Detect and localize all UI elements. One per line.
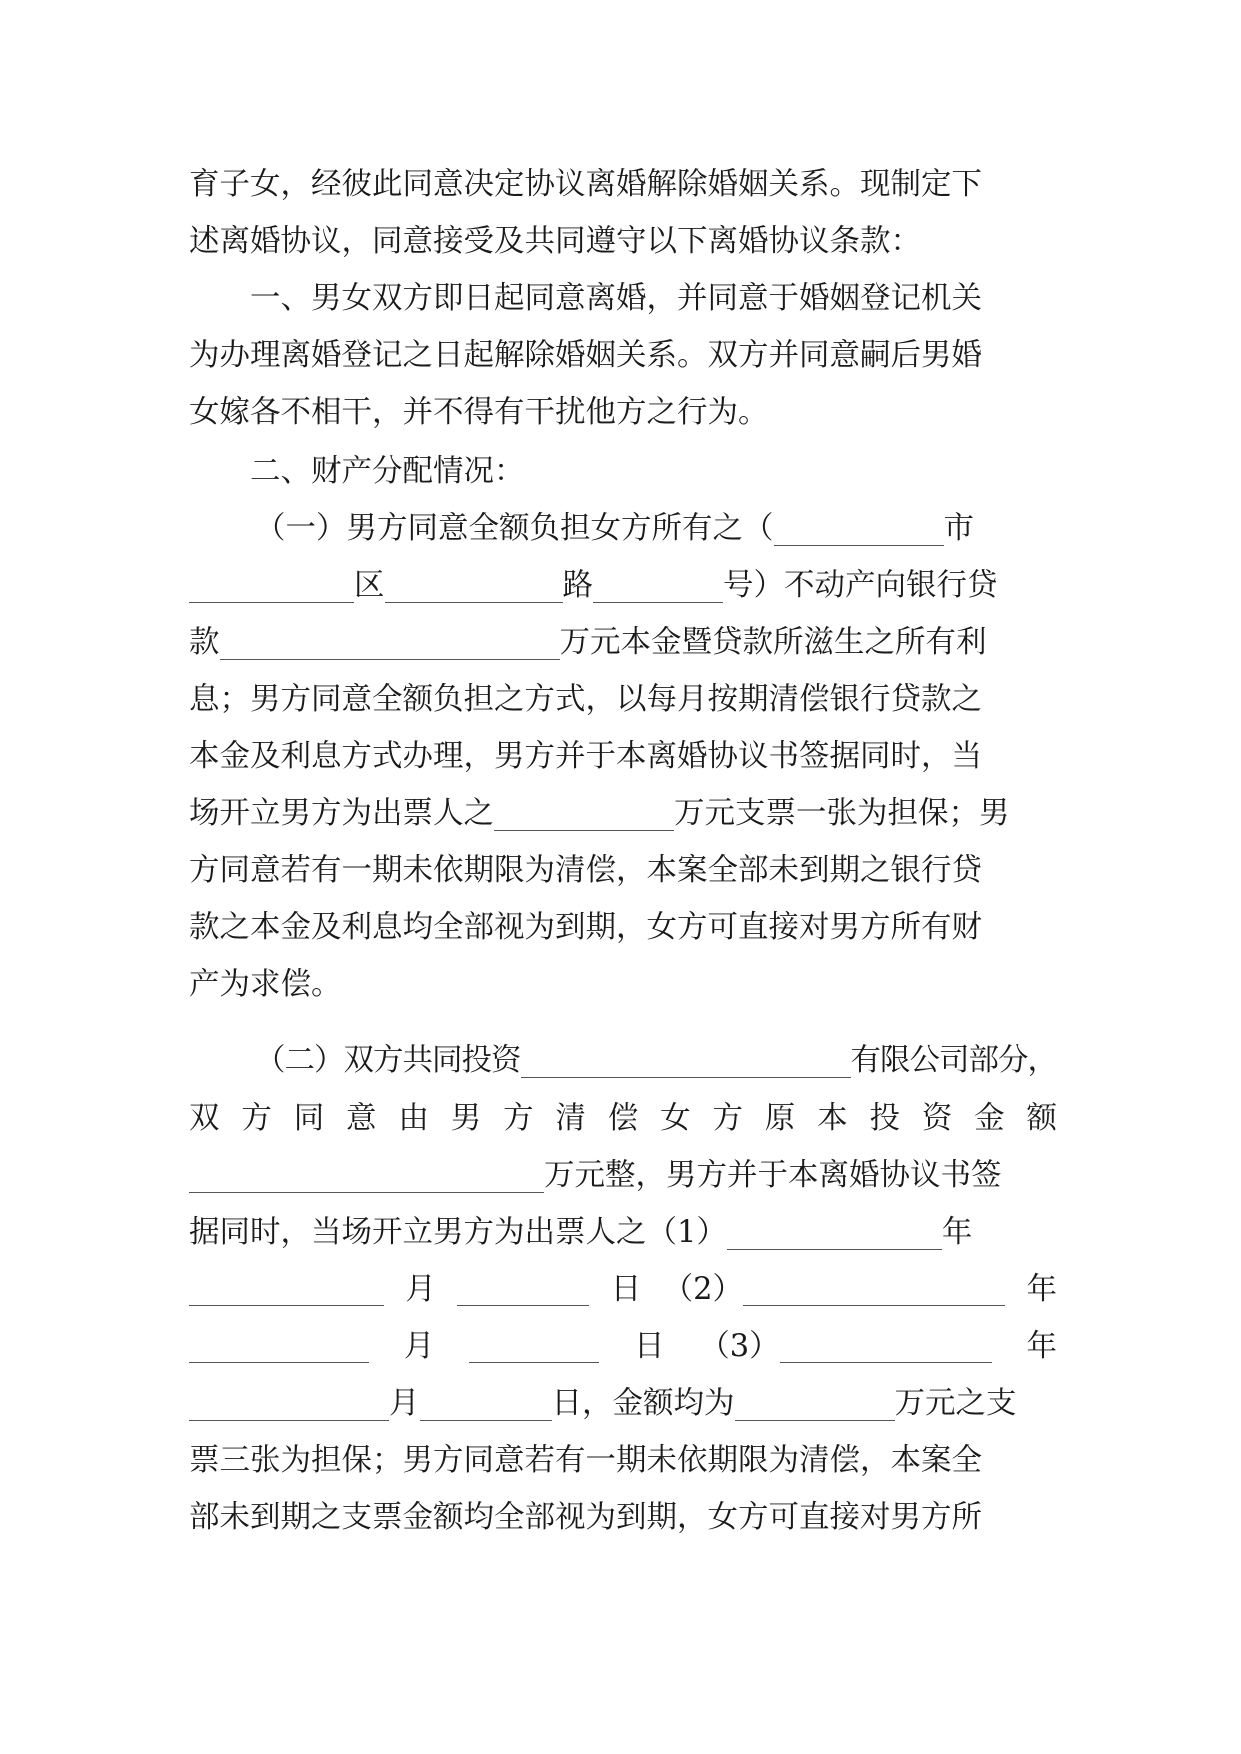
line-text: 年 [941, 1215, 973, 1250]
blank-month-3[interactable] [189, 1390, 389, 1421]
text-line [189, 962, 1057, 1008]
text-line [189, 848, 1057, 894]
line-text: （一）男方同意全额负担女方所有之（ [255, 511, 774, 546]
text-line [189, 390, 1057, 436]
line-text: 产为求偿。 [189, 967, 342, 1002]
line-text: 号）不动产向银行贷 [723, 568, 998, 603]
line-text: 有限公司部分， [850, 1043, 1057, 1078]
line-text: （2） [662, 1272, 744, 1307]
line-text: 息；男方同意全额负担之方式，以每月按期清偿银行贷款之 [189, 682, 982, 717]
line-text: （二）双方共同投资 [255, 1043, 521, 1078]
char: 意 [346, 1101, 377, 1136]
char: 由 [398, 1101, 429, 1136]
line-text: 市 [943, 511, 974, 546]
text-line [189, 333, 1057, 379]
line-text: 月 [405, 1272, 436, 1307]
blank-city[interactable] [774, 515, 944, 546]
text-line [255, 1038, 1057, 1084]
text-line [255, 506, 1057, 552]
char: 资 [921, 1101, 953, 1136]
text-line [189, 1153, 1057, 1199]
blank-year-1[interactable] [727, 1219, 942, 1250]
blank-check-amount[interactable] [494, 800, 674, 831]
line-text: 款之本金及利息均全部视为到期，女方可直接对男方所有财 [189, 910, 982, 945]
text-line [189, 905, 1057, 951]
blank-district-prefix[interactable] [189, 572, 354, 603]
line-text: 年 [1026, 1329, 1057, 1364]
line-text: 万元之支 [894, 1386, 1017, 1421]
text-line [189, 791, 1057, 837]
clause-two-heading [250, 449, 1118, 495]
text-line-justified [189, 1267, 1057, 1313]
text-line [189, 620, 1057, 666]
line-text: 二、财产分配情况： [250, 454, 525, 489]
line-text: 万元支票一张为担保；男 [674, 796, 1010, 831]
char: 投 [869, 1101, 900, 1136]
line-text: 年 [1026, 1272, 1057, 1307]
blank-district[interactable] [385, 572, 563, 603]
line-text: 女嫁各不相干，并不得有干扰他方之行为。 [189, 395, 769, 430]
char: 方 [712, 1101, 743, 1136]
text-line [189, 563, 1057, 609]
text-line [189, 734, 1057, 780]
blank-month-2[interactable] [189, 1332, 369, 1363]
blank-company-name[interactable] [521, 1047, 851, 1078]
text-line-justified [189, 1324, 1057, 1370]
text-line [189, 1381, 1057, 1427]
line-text: 区 [354, 568, 385, 603]
line-text: 本金及利息方式办理，男方并于本离婚协议书签据同时，当 [189, 739, 982, 774]
line-text: 据同时，当场开立男方为出票人之（1） [189, 1215, 727, 1250]
line-text: 款 [189, 625, 220, 660]
line-text: 育子女，经彼此同意决定协议离婚解除婚姻关系。现制定下 [189, 167, 982, 202]
text-line [189, 677, 1057, 723]
char: 方 [503, 1101, 534, 1136]
char: 额 [1026, 1101, 1057, 1136]
line-text: 万元整，男方并于本离婚协议书签 [544, 1158, 1002, 1193]
line-text: 月 [389, 1386, 420, 1421]
blank-loan-amount[interactable] [220, 629, 560, 660]
line-text: 部未到期之支票金额均全部视为到期，女方可直接对男方所 [189, 1500, 982, 1535]
blank-investment-amount[interactable] [189, 1162, 544, 1193]
char: 偿 [607, 1101, 639, 1136]
line-text: 日 [610, 1272, 642, 1307]
blank-year-2[interactable] [743, 1275, 1005, 1306]
blank-year-3[interactable] [780, 1332, 992, 1363]
text-line-justified [189, 1096, 1057, 1142]
text-line [189, 1210, 1057, 1256]
char: 双 [189, 1101, 220, 1136]
line-text: 述离婚协议，同意接受及共同遵守以下离婚协议条款： [189, 224, 921, 259]
blank-day-3[interactable] [420, 1390, 552, 1421]
blank-day-1[interactable] [457, 1275, 589, 1306]
text-line [189, 1495, 1057, 1541]
blank-month-1[interactable] [189, 1275, 384, 1306]
line-text: 场开立男方为出票人之 [189, 796, 494, 831]
char: 本 [817, 1101, 848, 1136]
char: 原 [764, 1101, 796, 1136]
line-text: 万元本金暨贷款所滋生之所有利 [559, 625, 987, 660]
line-text: 为办理离婚登记之日起解除婚姻关系。双方并同意嗣后男婚 [189, 338, 982, 373]
line-text: 方同意若有一期未依期限为清偿，本案全部未到期之银行贷 [189, 853, 982, 888]
clause-one-heading [250, 276, 1118, 322]
text-line [189, 219, 1057, 265]
line-text: 日，金额均为 [551, 1386, 735, 1421]
char: 方 [241, 1101, 272, 1136]
char: 同 [293, 1101, 325, 1136]
line-text: 票三张为担保；男方同意若有一期未依期限为清偿，本案全 [189, 1443, 982, 1478]
char: 清 [555, 1101, 586, 1136]
text-line [189, 162, 1057, 208]
text-line [189, 1438, 1057, 1484]
line-text: 路 [562, 568, 593, 603]
char: 女 [660, 1101, 691, 1136]
line-text: （3） [699, 1329, 780, 1364]
line-text: 日 [633, 1329, 665, 1364]
char: 金 [974, 1101, 1005, 1136]
char: 男 [450, 1101, 482, 1136]
line-text: 一、男女双方即日起同意离婚，并同意于婚姻登记机关 [250, 281, 982, 316]
blank-day-2[interactable] [469, 1332, 599, 1363]
blank-check-each-amount[interactable] [735, 1390, 895, 1421]
line-text: 月 [403, 1329, 435, 1364]
blank-road[interactable] [593, 572, 723, 603]
